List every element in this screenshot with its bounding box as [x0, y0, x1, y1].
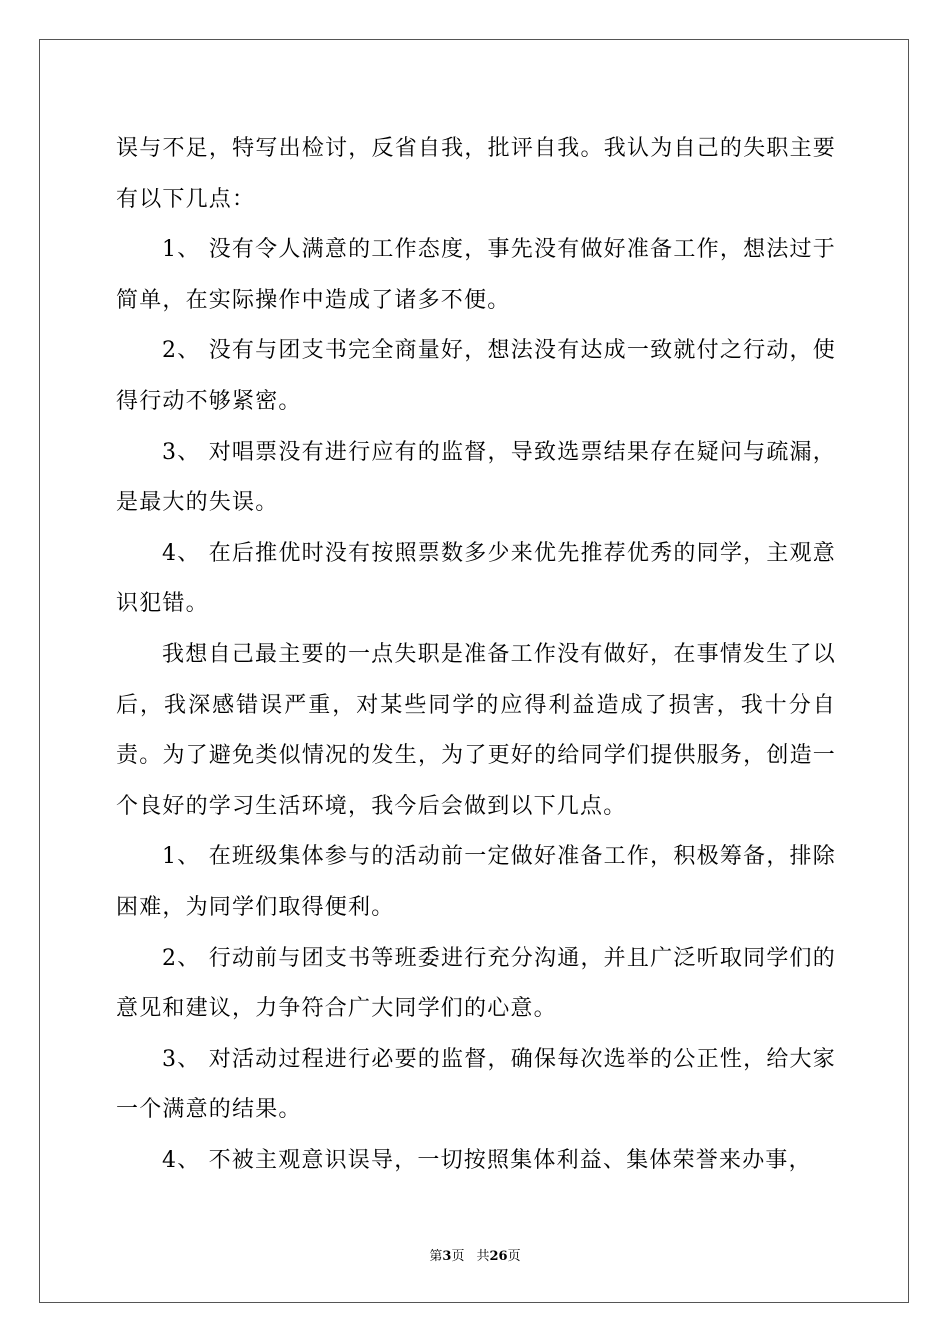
list-item: 3、 对活动过程进行必要的监督，确保每次选举的公正性，给大家一个满意的结果。 — [116, 1046, 836, 1123]
list-item: 1、 没有令人满意的工作态度，事先没有做好准备工作，想法过于简单，在实际操作中造成了诸多不便。 — [116, 237, 836, 313]
page-footer — [0, 1248, 950, 1266]
list-item: 4、 在后推优时没有按照票数多少来优先推荐优秀的同学，主观意识犯错。 — [116, 540, 836, 617]
page-number: 3 — [442, 1249, 452, 1264]
total-pages-suffix: 页 — [507, 1249, 521, 1264]
list-item: 3、 对唱票没有进行应有的监督，导致选票结果存在疑问与疏漏，是最大的失误。 — [116, 439, 836, 516]
list-item: 2、 没有与团支书完全商量好，想法没有达成一致就付之行动，使得行动不够紧密。 — [116, 338, 836, 414]
paragraph: 我想自己最主要的一点失职是准备工作没有做好，在事情发生了以后，我深感错误严重，对某些同学的应得利益造成了损害，我十分自责。为了避免类似情况的发生，为了更好的给同学们提供服务，创造一个良好的学习生活环境，我今后会做到以下几点。 — [116, 641, 836, 819]
total-pages: 26 — [489, 1249, 508, 1264]
list-item: 4、 不被主观意识误导，一切按照集体利益、集体荣誉来办事， — [162, 1147, 812, 1173]
total-pages-prefix: 共 — [476, 1249, 490, 1264]
list-item: 2、 行动前与团支书等班委进行充分沟通，并且广泛听取同学们的意见和建议，力争符合广大同学们的心意。 — [116, 945, 836, 1022]
document-body — [116, 124, 836, 1186]
page-number-suffix: 页 — [451, 1249, 465, 1264]
paragraph: 误与不足，特写出检讨，反省自我，批评自我。我认为自己的失职主要有以下几点： — [116, 136, 836, 212]
list-item: 1、 在班级集体参与的活动前一定做好准备工作，积极筹备，排除困难，为同学们取得便利。 — [116, 844, 836, 920]
page-number-prefix: 第 — [429, 1249, 443, 1264]
